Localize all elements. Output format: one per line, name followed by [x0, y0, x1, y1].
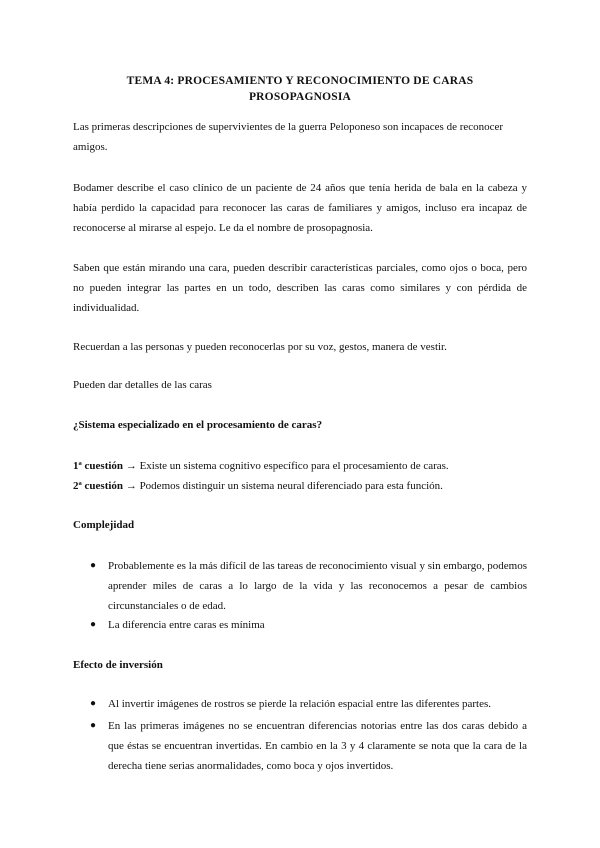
heading-efecto-inversion: Efecto de inversión [73, 659, 163, 671]
bullet-icon: ● [90, 619, 97, 630]
document-title: TEMA 4: PROCESAMIENTO Y RECONOCIMIENTO DE CARAS [126, 75, 474, 87]
question-2-label: 2ª cuestión [73, 480, 124, 492]
list-item: La diferencia entre caras es mínima [108, 619, 265, 631]
question-2-text: → Podemos distinguir un sistema neural diferenciado para esta función. [123, 480, 443, 492]
paragraph-symptoms: Saben que están mirando una cara, pueden describir características parciales, como ojos o boca, pero no pueden integrar las partes en un todo, describen las caras como similares y con pérdida de individualidad. [73, 262, 527, 314]
paragraph-recognition: Recuerdan a las personas y pueden reconocerlas por su voz, gestos, manera de vestir. [73, 341, 447, 353]
list-item: Probablemente es la más difícil de las tareas de reconocimiento visual y sin embargo, podemos aprender miles de caras a lo largo de la vida y las reconocemos a pesar de cambios circunstanciales o de edad. [108, 560, 527, 612]
bullet-icon: ● [90, 560, 97, 571]
paragraph-details: Pueden dar detalles de las caras [73, 379, 212, 391]
question-1-label: 1ª cuestión [73, 460, 124, 472]
bullet-icon: ● [90, 698, 97, 709]
heading-specialized-system: ¿Sistema especializado en el procesamiento de caras? [73, 419, 323, 431]
paragraph-intro: Las primeras descripciones de supervivientes de la guerra Peloponeso son incapaces de reconocer amigos. [73, 121, 504, 153]
heading-complejidad: Complejidad [73, 519, 135, 531]
bullet-icon: ● [90, 720, 97, 731]
list-item: Al invertir imágenes de rostros se pierde la relación espacial entre las diferentes partes. [108, 698, 492, 710]
list-item: En las primeras imágenes no se encuentran diferencias notorias entre las dos caras debido a que éstas se encuentran invertidas. En cambio en la 3 y 4 claramente se nota que la cara de la derecha tiene serias anormalidades, como boca y ojos invertidos. [108, 720, 527, 772]
question-1 [73, 456, 449, 476]
question-1-text: → Existe un sistema cognitivo específico para el procesamiento de caras. [123, 460, 449, 472]
paragraph-bodamer: Bodamer describe el caso clínico de un paciente de 24 años que tenía herida de bala en la cabeza y había perdido la capacidad para reconocer las caras de familiares y amigos, incluso era incapaz de reconocerse al mirarse al espejo. Le da el nombre de prosopagnosia. [73, 182, 527, 234]
document-subtitle: PROSOPAGNOSIA [248, 91, 352, 103]
question-2 [73, 476, 443, 496]
